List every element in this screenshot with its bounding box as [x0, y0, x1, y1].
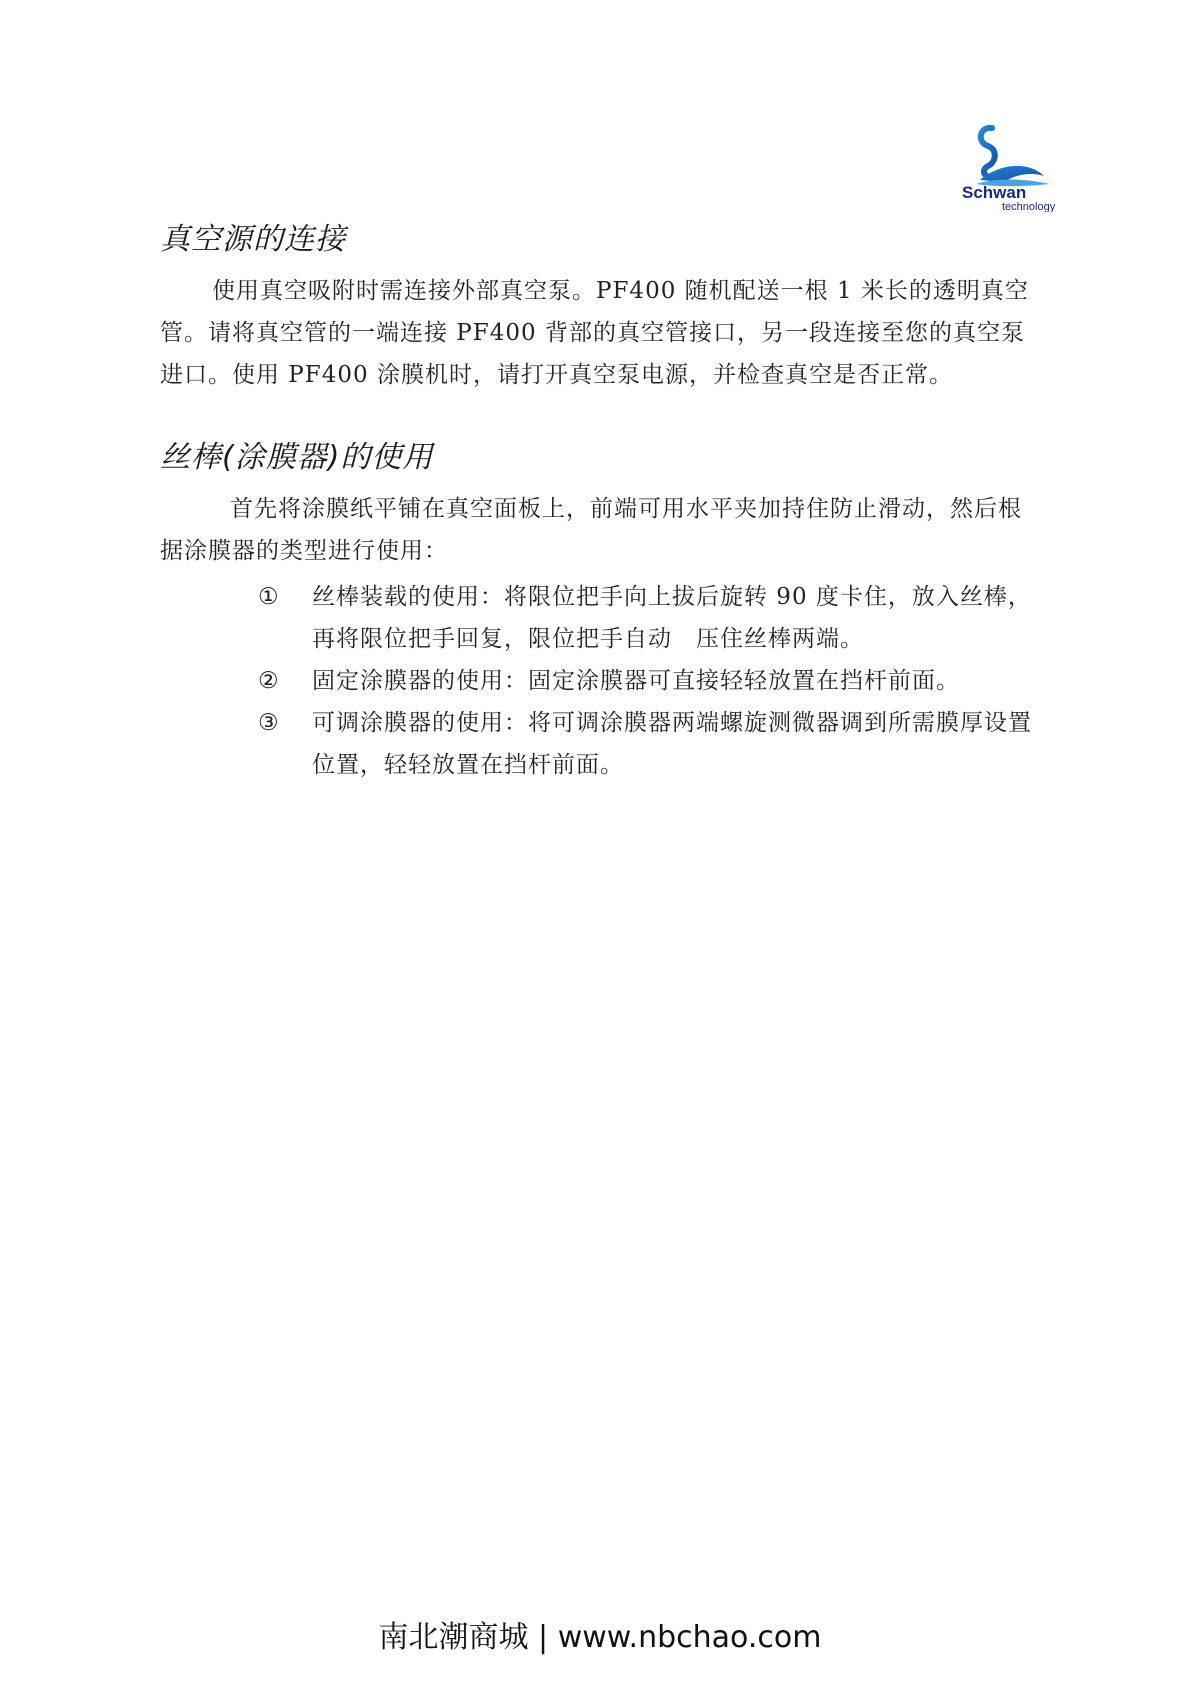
list-item	[258, 660, 1048, 702]
footer-site-link[interactable]: 南北潮商城 | www.nbchao.com	[378, 1620, 822, 1655]
section-heading-vacuum-connection: 真空源的连接	[160, 222, 346, 257]
list-marker: ①	[258, 584, 280, 610]
list-item-text: 固定涂膜器的使用：固定涂膜器可直接轻轻放置在挡杆前面。	[312, 668, 960, 694]
paragraph-vacuum-connection: 使用真空吸附时需连接外部真空泵。PF400 随机配送一根 1 米长的透明真空管。请将真空管的一端连接 PF400 背部的真空管接口，另一段连接至您的真空泵进口。使用 PF400 涂膜机时，请打开真空泵电源，并检查真空是否正常。	[160, 278, 1029, 388]
logo-brand-text: Schwan	[962, 183, 1027, 202]
logo-tagline-text: technology	[1002, 201, 1056, 212]
list-item	[258, 576, 1048, 660]
swan-logo-icon	[958, 120, 1068, 212]
company-logo	[958, 120, 1068, 212]
section-heading-wire-rod-usage: 丝棒(涂膜器)的使用	[160, 440, 434, 475]
usage-steps-list	[258, 576, 1048, 786]
list-item-text: 丝棒装载的使用：将限位把手向上拔后旋转 90 度卡住，放入丝棒，再将限位把手回复，限位把手自动 压住丝棒两端。	[312, 584, 1032, 652]
paragraph-wire-rod-intro: 首先将涂膜纸平铺在真空面板上，前端可用水平夹加持住防止滑动，然后根据涂膜器的类型进行使用：	[160, 496, 1022, 564]
list-item-text: 可调涂膜器的使用：将可调涂膜器两端螺旋测微器调到所需膜厚设置位置，轻轻放置在挡杆前面。	[312, 710, 1032, 778]
list-item	[258, 702, 1048, 786]
list-marker: ③	[258, 710, 280, 736]
list-marker: ②	[258, 668, 280, 694]
